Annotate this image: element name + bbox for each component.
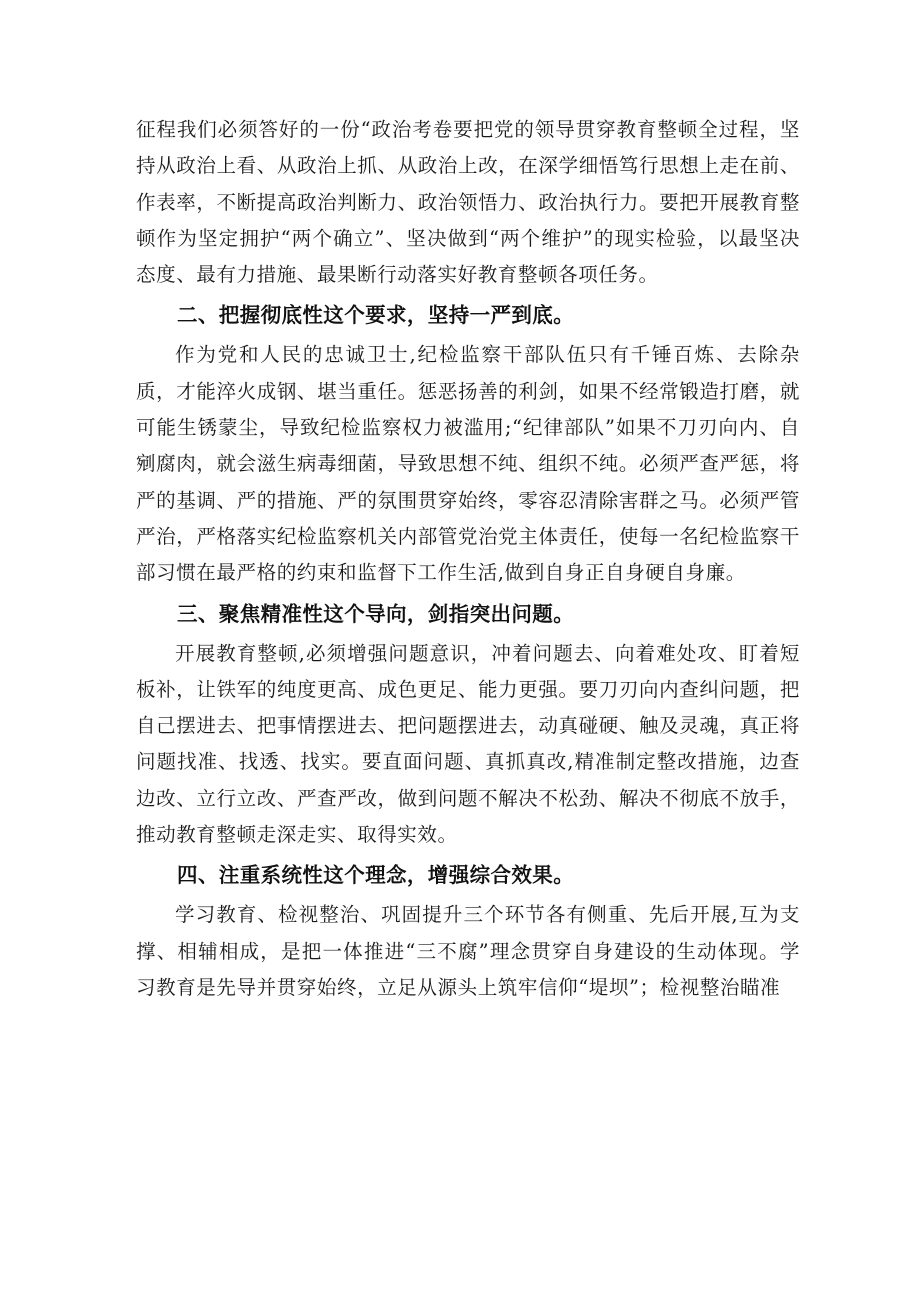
paragraph-intro-continuation: 征程我们必须答好的一份“政治考卷要把党的领导贯穿教育整顿全过程，坚持从政治上看、从政治上抓、从政治上改，在深学细悟笃行思想上走在前、作表率，不断提高政治判断力、政治领悟力、政治执行力。要把开展教育整顿作为坚定拥护“两个确立”、坚决做到“两个维护”的现实检验，以最坚决态度、最有力措施、最果断行动落实好教育整顿各项任务。 [136,118,800,287]
paragraph-section-2: 作为党和人民的忠诚卫士,纪检监察干部队伍只有千锤百炼、去除杂质，才能淬火成钢、堪当重任。惩恶扬善的利剑，如果不经常锻造打磨，就可能生锈蒙尘，导致纪检监察权力被滥用;“纪律部队”如果不刀刃向内、自剜腐肉，就会滋生病毒细菌，导致思想不纯、组织不纯。必须严查严惩，将严的基调、严的措施、严的氛围贯穿始终，零容忍清除害群之马。必须严管严治，严格落实纪检监察机关内部管党治党主体责任，使每一名纪检监察干部习惯在最严格的约束和监督下工作生活,做到自身正自身硬自身廉。 [136,343,800,585]
section-heading-4: 四、注重系统性这个理念，增强综合效果。 [177,863,575,888]
section-heading-3: 三、聚焦精准性这个导向，剑指突出问题。 [177,601,575,626]
document-body [136,112,800,1006]
paragraph-section-4: 学习教育、检视整治、巩固提升三个环节各有侧重、先后开展,互为支撑、相辅相成，是把一体推进“三不腐”理念贯穿自身建设的生动体现。学习教育是先导并贯穿始终，立足从源头上筑牢信仰“堤坝”；检视整治瞄准 [136,903,800,999]
paragraph-section-3: 开展教育整顿,必须增强问题意识，冲着问题去、向着难处攻、盯着短板补，让铁军的纯度更高、成色更足、能力更强。要刀刃向内查纠问题，把自己摆进去、把事情摆进去、把问题摆进去，动真碰硬、触及灵魂，真正将问题找准、找透、找实。要直面问题、真抓真改,精准制定整改措施，边查边改、立行立改、严查严改，做到问题不解决不松劲、解决不彻底不放手，推动教育整顿走深走实、取得实效。 [136,641,800,847]
section-heading-2: 二、把握彻底性这个要求，坚持一严到底。 [177,303,575,328]
